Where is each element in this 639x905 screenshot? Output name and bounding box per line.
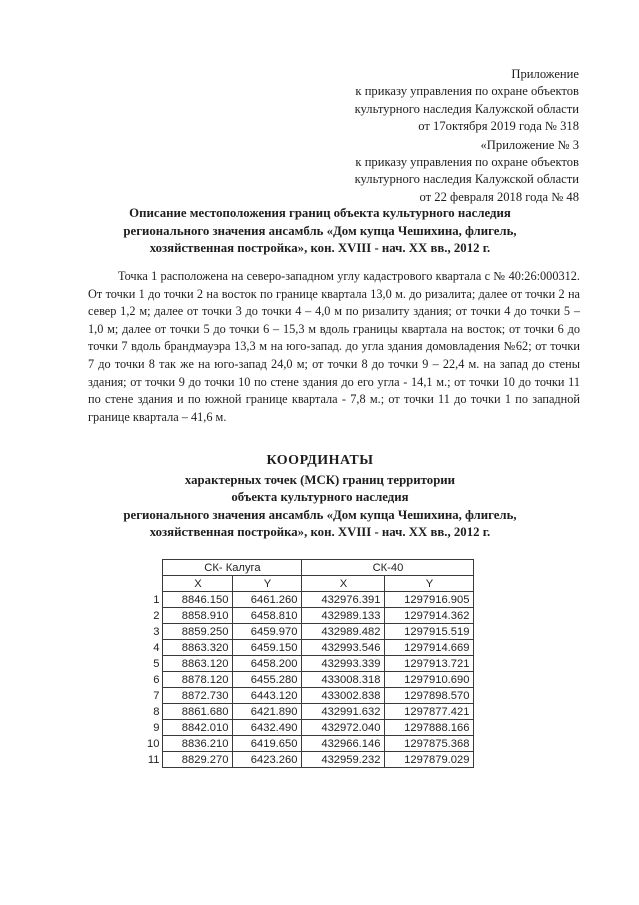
sk-kaluga-y-cell: 6443.120 — [233, 688, 302, 704]
point-number-cell: 8 — [143, 704, 163, 720]
sk-kaluga-x-cell: 8861.680 — [163, 704, 233, 720]
sk-40-y-cell: 1297875.368 — [385, 736, 474, 752]
sk-40-y-cell: 1297910.690 — [385, 672, 474, 688]
sk-40-x-cell: 432959.232 — [302, 752, 385, 768]
sk-kaluga-x-cell: 8878.120 — [163, 672, 233, 688]
sk-kaluga-x-cell: 8858.910 — [163, 608, 233, 624]
column-header-y: Y — [385, 576, 474, 592]
sk-40-x-cell: 433008.318 — [302, 672, 385, 688]
sk-40-y-cell: 1297914.362 — [385, 608, 474, 624]
table-row — [143, 688, 474, 704]
sk-40-y-cell: 1297914.669 — [385, 640, 474, 656]
table-system-header-row — [143, 560, 474, 576]
table-corner — [143, 560, 163, 576]
point-number-cell: 7 — [143, 688, 163, 704]
table-row — [143, 592, 474, 608]
coordinates-heading: КООРДИНАТЫ — [266, 453, 374, 468]
sk-kaluga-y-cell: 6423.260 — [233, 752, 302, 768]
coordinates-heading-block — [40, 452, 600, 542]
header-line: культурного наследия Калужской области — [354, 101, 579, 116]
header-line: Приложение — [511, 67, 579, 81]
title-line: Описание местоположения границ объекта культурного наследия — [129, 206, 511, 220]
table-row — [143, 752, 474, 768]
coordinates-subtitle-line: хозяйственная постройка», кон. XVIII - нач. XX вв., 2012 г. — [149, 525, 491, 539]
sk-kaluga-y-cell: 6459.150 — [233, 640, 302, 656]
table-row — [143, 608, 474, 624]
sk-kaluga-y-cell: 6458.810 — [233, 608, 302, 624]
column-header-y: Y — [233, 576, 302, 592]
point-number-cell: 10 — [143, 736, 163, 752]
header-line: «Приложение № 3 — [480, 137, 579, 152]
sk-40-x-cell: 432966.146 — [302, 736, 385, 752]
table-row — [143, 656, 474, 672]
sk-40-x-cell: 432993.339 — [302, 656, 385, 672]
sk-40-x-cell: 432991.632 — [302, 704, 385, 720]
sk-kaluga-y-cell: 6461.260 — [233, 592, 302, 608]
point-number-cell: 11 — [143, 752, 163, 768]
table-corner — [143, 576, 163, 592]
point-number-cell: 3 — [143, 624, 163, 640]
sk-kaluga-x-cell: 8842.010 — [163, 720, 233, 736]
header-line: культурного наследия Калужской области — [354, 172, 579, 187]
table-row — [143, 736, 474, 752]
sk-40-y-cell: 1297915.519 — [385, 624, 474, 640]
sk-40-x-cell: 433002.838 — [302, 688, 385, 704]
point-number-cell: 2 — [143, 608, 163, 624]
title-line: регионального значения ансамбль «Дом купца Чешихина, флигель, — [123, 223, 517, 238]
sk-40-y-cell: 1297879.029 — [385, 752, 474, 768]
boundary-description: Точка 1 расположена на северо-западном углу кадастрового квартала с № 40:26:000312. От точки 1 до точки 2 на восток по границе квартала 13,0 м. до ризалита; далее от точки 2 на север 1,2 м; далее от точки 3 до точки 4 – 4,0 м по ризалиту здания; от точки 4 до точки 5 – 1,0 м; далее от точки 5 до точки 6 – 15,3 м вдоль границы квартала на восток; от точки 6 до точки 7 вдоль брандмауэра 13,3 м на юго-запад. до угла здания домовладения №62; от точки 7 до точки 8 так же на юго-запад 24,0 м; от точки 8 до точки 9 – 22,4 м. на запад до стены здания; от точки 9 до точки 10 по стене здания до его угла - 14,1 м.; от точки 10 до точки 11 по стене здания и по южной границе квартала - 7,8 м.; от точки 11 до точки 1 по западной границе квартала – 41,6 м. — [88, 269, 580, 424]
sk-40-x-cell: 432972.040 — [302, 720, 385, 736]
coordinates-table — [143, 559, 474, 768]
sk-kaluga-x-cell: 8872.730 — [163, 688, 233, 704]
sk-40-y-cell: 1297916.905 — [385, 592, 474, 608]
appendix-header — [355, 66, 579, 206]
coordinates-subtitle-line: характерных точек (МСК) границ территории — [184, 472, 456, 487]
point-number-cell: 4 — [143, 640, 163, 656]
sk-kaluga-x-cell: 8863.120 — [163, 656, 233, 672]
sk-40-x-cell: 432989.133 — [302, 608, 385, 624]
sk-kaluga-y-cell: 6421.890 — [233, 704, 302, 720]
coordinates-table-body — [143, 592, 474, 768]
sk-40-y-cell: 1297877.421 — [385, 704, 474, 720]
system-header-sk-kaluga: СК- Калуга — [163, 560, 302, 576]
header-line: от 17октября 2019 года № 318 — [418, 119, 579, 134]
table-row — [143, 704, 474, 720]
table-row — [143, 640, 474, 656]
sk-40-y-cell: 1297913.721 — [385, 656, 474, 672]
sk-kaluga-x-cell: 8859.250 — [163, 624, 233, 640]
sk-kaluga-x-cell: 8846.150 — [163, 592, 233, 608]
point-number-cell: 1 — [143, 592, 163, 608]
sk-40-x-cell: 432989.482 — [302, 624, 385, 640]
header-line: от 22 февраля 2018 года № 48 — [419, 189, 579, 204]
point-number-cell: 6 — [143, 672, 163, 688]
sk-kaluga-x-cell: 8863.320 — [163, 640, 233, 656]
system-header-sk-40: СК-40 — [302, 560, 474, 576]
sk-40-x-cell: 432993.546 — [302, 640, 385, 656]
header-line: к приказу управления по охране объектов — [355, 84, 579, 99]
point-number-cell: 5 — [143, 656, 163, 672]
coordinates-subtitle-line: объекта культурного наследия — [231, 490, 409, 504]
coordinates-subtitle-line: регионального значения ансамбль «Дом купца Чешихина, флигель, — [123, 507, 517, 522]
table-row — [143, 624, 474, 640]
table-row — [143, 720, 474, 736]
point-number-cell: 9 — [143, 720, 163, 736]
sk-40-y-cell: 1297888.166 — [385, 720, 474, 736]
sk-40-x-cell: 432976.391 — [302, 592, 385, 608]
sk-kaluga-y-cell: 6432.490 — [233, 720, 302, 736]
sk-kaluga-y-cell: 6419.650 — [233, 736, 302, 752]
sk-kaluga-x-cell: 8829.270 — [163, 752, 233, 768]
table-row — [143, 672, 474, 688]
sk-40-y-cell: 1297898.570 — [385, 688, 474, 704]
column-header-x: X — [163, 576, 233, 592]
sk-kaluga-y-cell: 6459.970 — [233, 624, 302, 640]
sk-kaluga-x-cell: 8836.210 — [163, 736, 233, 752]
column-header-x: X — [302, 576, 385, 592]
table-axis-header-row — [143, 576, 474, 592]
sk-kaluga-y-cell: 6455.280 — [233, 672, 302, 688]
document-title — [40, 205, 600, 258]
sk-kaluga-y-cell: 6458.200 — [233, 656, 302, 672]
header-line: к приказу управления по охране объектов — [355, 155, 579, 170]
title-line: хозяйственная постройка», кон. XVIII - нач. XX вв., 2012 г. — [149, 241, 491, 255]
